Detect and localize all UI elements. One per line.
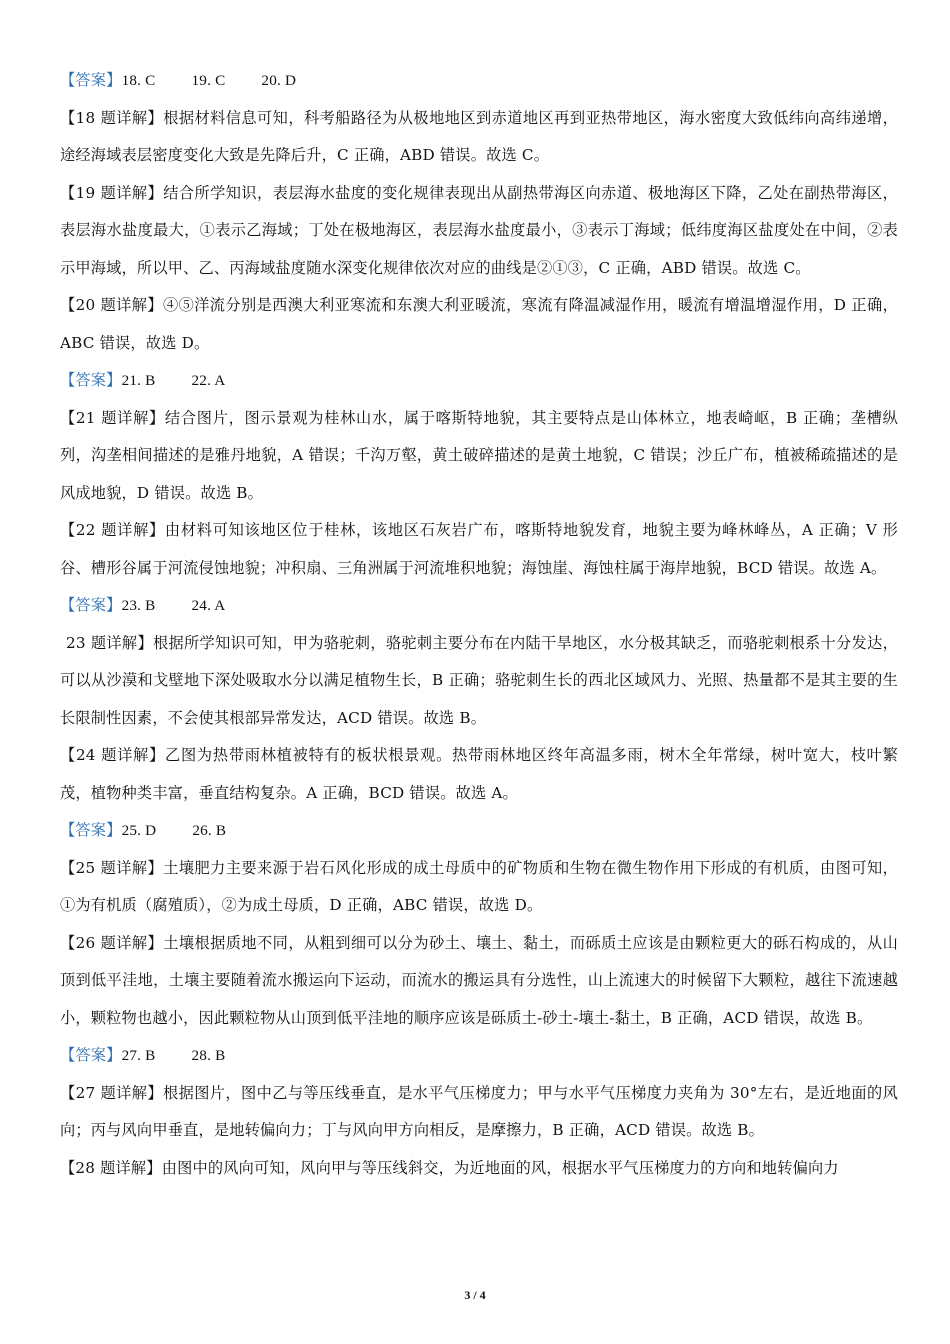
detail-18: 【18 题详解】根据材料信息可知，科考船路径为从极地地区到赤道地区再到亚热带地区，海水密度大致低纬向高纬递增，途经海域表层密度变化大致是先降后升，C 正确，ABD 错误。故选 C。 [60, 108, 898, 164]
detail-25: 【25 题详解】土壤肥力主要来源于岩石风化形成的成土母质中的矿物质和生物在微生物作用下形成的有机质，由图可知，①为有机质（腐殖质），②为成土母质，D 正确，ABC 错误，故选 D。 [60, 858, 898, 914]
answer-line-18-20 [60, 62, 898, 100]
detail-23: 23 题详解】根据所学知识可知，甲为骆驼刺，骆驼刺主要分布在内陆干旱地区，水分极其缺乏，而骆驼刺根系十分发达，可以从沙漠和戈壁地下深处吸取水分以满足植物生长，B 正确；骆驼刺生长的西北区域风力、光照、热量都不是其主要的生长限制性因素，不会使其根部异常发达，ACD 错误。故选 B。 [60, 633, 898, 727]
answer-tag: 【答案】 [60, 71, 122, 89]
answer-item: 27. B [121, 1047, 156, 1064]
answer-item: 21. B [121, 372, 156, 389]
answer-item: 26. B [192, 822, 227, 839]
answer-line-23-24 [60, 587, 898, 625]
answer-item: 28. B [191, 1047, 226, 1064]
detail-26: 【26 题详解】土壤根据质地不同，从粗到细可以分为砂土、壤土、黏土，而砾质土应该是由颗粒更大的砾石构成的，从山顶到低平洼地，土壤主要随着流水搬运向下运动，而流水的搬运具有分选性，山上流速大的时候留下大颗粒，越往下流速越小，颗粒物也越小，因此颗粒物从山顶到低平洼地的顺序应该是砾质土-砂土-壤土-黏土，B 正确，ACD 错误，故选 B。 [60, 933, 898, 1027]
answer-item: 23. B [121, 597, 156, 614]
answer-tag: 【答案】 [60, 371, 122, 389]
answer-item: 24. A [191, 597, 226, 614]
detail-28: 【28 题详解】由图中的风向可知，风向甲与等压线斜交，为近地面的风，根据水平气压梯度力的方向和地转偏向力 [60, 1158, 839, 1177]
answer-item: 22. A [191, 372, 226, 389]
answer-line-27-28 [60, 1037, 898, 1075]
detail-20: 【20 题详解】④⑤洋流分别是西澳大利亚寒流和东澳大利亚暖流，寒流有降温减湿作用，暖流有增温增湿作用，D 正确，ABC 错误，故选 D。 [60, 296, 898, 352]
answer-line-25-26 [60, 812, 898, 850]
answer-item: 19. C [191, 72, 226, 89]
detail-22: 【22 题详解】由材料可知该地区位于桂林，该地区石灰岩广布，喀斯特地貌发育，地貌主要为峰林峰丛，A 正确；V 形谷、槽形谷属于河流侵蚀地貌；冲积扇、三角洲属于河流堆积地貌；海蚀崖、海蚀柱属于海岸地貌，BCD 错误。故选 A。 [60, 521, 898, 577]
answer-tag: 【答案】 [60, 596, 122, 614]
answer-item: 18. C [121, 72, 156, 89]
answer-tag: 【答案】 [60, 821, 122, 839]
answer-line-21-22 [60, 362, 898, 400]
answer-analysis [60, 62, 898, 1187]
detail-27: 【27 题详解】根据图片，图中乙与等压线垂直，是水平气压梯度力；甲与水平气压梯度力夹角为 30°左右，是近地面的风向；丙与风向甲垂直，是地转偏向力；丁与风向甲方向相反，是摩擦力，B 正确，ACD 错误。故选 B。 [60, 1083, 898, 1139]
page-number: 3 / 4 [464, 1288, 486, 1302]
answer-item: 25. D [121, 822, 157, 839]
detail-19: 【19 题详解】结合所学知识，表层海水盐度的变化规律表现出从副热带海区向赤道、极地海区下降，乙处在副热带海区，表层海水盐度最大，①表示乙海域；丁处在极地海区，表层海水盐度最小，③表示丁海域；低纬度海区盐度处在中间，②表示甲海域，所以甲、乙、丙海域盐度随水深变化规律依次对应的曲线是②①③，C 正确，ABD 错误。故选 C。 [60, 183, 898, 277]
answer-item: 20. D [261, 72, 297, 89]
detail-24: 【24 题详解】乙图为热带雨林植被特有的板状根景观。热带雨林地区终年高温多雨，树木全年常绿，树叶宽大，枝叶繁茂，植物种类丰富，垂直结构复杂。A 正确，BCD 错误。故选 A。 [60, 746, 898, 802]
detail-21: 【21 题详解】结合图片，图示景观为桂林山水，属于喀斯特地貌，其主要特点是山体林立，地表崎岖，B 正确；垄槽纵列，沟垄相间描述的是雅丹地貌，A 错误；千沟万壑，黄土破碎描述的是黄土地貌，C 错误；沙丘广布，植被稀疏描述的是风成地貌，D 错误。故选 B。 [60, 408, 898, 502]
answer-tag: 【答案】 [60, 1046, 122, 1064]
